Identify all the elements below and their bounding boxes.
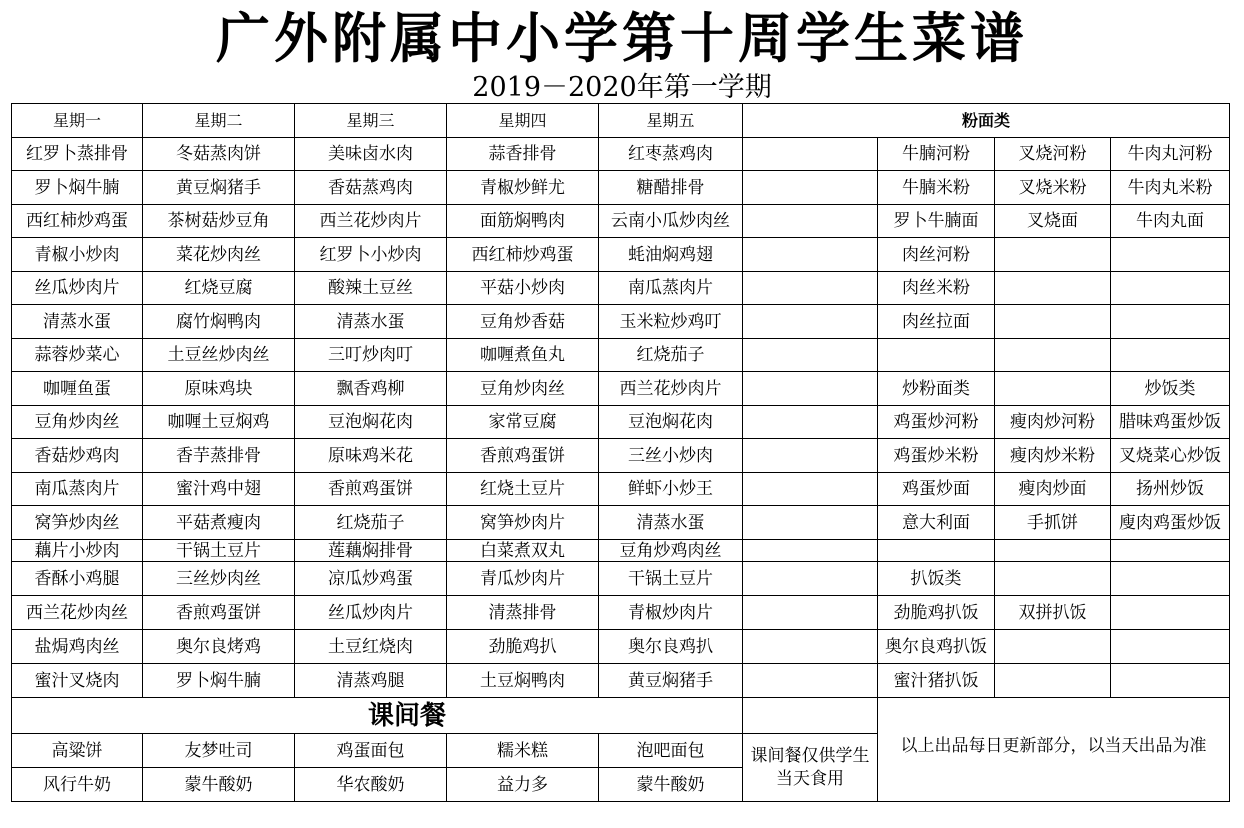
dish-cell: 三叮炒肉叮 xyxy=(295,339,447,372)
noodle-item-cell xyxy=(995,372,1111,406)
noodle-item-cell xyxy=(878,339,995,372)
dish-cell: 红枣蒸鸡肉 xyxy=(599,138,743,171)
noodle-item-cell xyxy=(1111,272,1230,305)
noodle-item-cell: 炒粉面类 xyxy=(878,372,995,406)
dish-cell: 南瓜蒸肉片 xyxy=(599,272,743,305)
noodle-item-cell: 叉烧米粉 xyxy=(995,171,1111,205)
menu-row xyxy=(12,372,1230,406)
noodle-item-cell: 叉烧河粉 xyxy=(995,138,1111,171)
header-row xyxy=(12,104,1230,138)
empty-cell xyxy=(743,506,878,540)
empty-cell xyxy=(743,596,878,630)
dish-cell: 南瓜蒸肉片 xyxy=(12,473,143,506)
noodle-item-cell: 扬州炒饭 xyxy=(1111,473,1230,506)
dish-cell: 香芋蒸排骨 xyxy=(143,439,295,473)
dish-cell: 清蒸水蛋 xyxy=(599,506,743,540)
noodle-item-cell: 腊味鸡蛋炒饭 xyxy=(1111,406,1230,439)
dish-cell: 云南小瓜炒肉丝 xyxy=(599,205,743,238)
noodle-item-cell: 手抓饼 xyxy=(995,506,1111,540)
dish-cell: 清蒸排骨 xyxy=(447,596,599,630)
weekday-header-thu: 星期四 xyxy=(447,104,599,138)
noodle-item-cell: 肉丝拉面 xyxy=(878,305,995,339)
dish-cell: 红烧茄子 xyxy=(295,506,447,540)
noodle-item-cell: 扒饭类 xyxy=(878,562,995,596)
dish-cell: 丝瓜炒肉片 xyxy=(295,596,447,630)
weekly-menu-table xyxy=(11,103,1230,802)
dish-cell: 玉米粒炒鸡叮 xyxy=(599,305,743,339)
noodle-item-cell: 肉丝米粉 xyxy=(878,272,995,305)
snack-item: 高粱饼 xyxy=(12,734,143,768)
noodle-item-cell xyxy=(1111,339,1230,372)
dish-cell: 土豆焖鸭肉 xyxy=(447,664,599,698)
empty-cell xyxy=(743,630,878,664)
dish-cell: 酸辣土豆丝 xyxy=(295,272,447,305)
menu-row xyxy=(12,664,1230,698)
noodle-item-cell: 牛腩河粉 xyxy=(878,138,995,171)
noodle-item-cell: 廋肉鸡蛋炒饭 xyxy=(1111,506,1230,540)
snack-title-row xyxy=(12,698,1230,734)
dish-cell: 蒜蓉炒菜心 xyxy=(12,339,143,372)
noodle-item-cell: 肉丝河粉 xyxy=(878,238,995,272)
noodle-item-cell: 牛肉丸河粉 xyxy=(1111,138,1230,171)
noodle-item-cell: 牛肉丸米粉 xyxy=(1111,171,1230,205)
dish-cell: 鲜虾小炒王 xyxy=(599,473,743,506)
menu-row xyxy=(12,473,1230,506)
dish-cell: 青椒炒鲜尤 xyxy=(447,171,599,205)
dish-cell: 白菜煮双丸 xyxy=(447,540,599,562)
menu-row xyxy=(12,596,1230,630)
dish-cell: 豆角炒肉丝 xyxy=(447,372,599,406)
snack-item: 风行牛奶 xyxy=(12,768,143,802)
dish-cell: 奥尔良鸡扒 xyxy=(599,630,743,664)
dish-cell: 西兰花炒肉丝 xyxy=(12,596,143,630)
noodle-item-cell xyxy=(1111,562,1230,596)
dish-cell: 黄豆焖猪手 xyxy=(143,171,295,205)
dish-cell: 西红柿炒鸡蛋 xyxy=(12,205,143,238)
weekday-header-tue: 星期二 xyxy=(143,104,295,138)
noodle-item-cell xyxy=(1111,664,1230,698)
dish-cell: 红罗卜小炒肉 xyxy=(295,238,447,272)
dish-cell: 盐焗鸡肉丝 xyxy=(12,630,143,664)
menu-row xyxy=(12,305,1230,339)
empty-cell xyxy=(743,562,878,596)
menu-row xyxy=(12,406,1230,439)
noodle-item-cell: 牛肉丸面 xyxy=(1111,205,1230,238)
dish-cell: 美味卤水肉 xyxy=(295,138,447,171)
weekday-header-wed: 星期三 xyxy=(295,104,447,138)
dish-cell: 香菇蒸鸡肉 xyxy=(295,171,447,205)
noodle-item-cell xyxy=(1111,540,1230,562)
noodle-item-cell: 劲脆鸡扒饭 xyxy=(878,596,995,630)
snack-item: 泡吧面包 xyxy=(599,734,743,768)
empty-cell xyxy=(743,272,878,305)
noodle-item-cell: 鸡蛋炒米粉 xyxy=(878,439,995,473)
dish-cell: 香煎鸡蛋饼 xyxy=(143,596,295,630)
dish-cell: 茶树菇炒豆角 xyxy=(143,205,295,238)
noodle-item-cell xyxy=(995,664,1111,698)
empty-cell xyxy=(743,305,878,339)
menu-row xyxy=(12,562,1230,596)
page-title: 广外附属中小学第十周学生菜谱 xyxy=(216,7,1028,70)
dish-cell: 青椒炒肉片 xyxy=(599,596,743,630)
dish-cell: 黄豆焖猪手 xyxy=(599,664,743,698)
dish-cell: 罗卜焖牛腩 xyxy=(143,664,295,698)
dish-cell: 豆泡焖花肉 xyxy=(599,406,743,439)
dish-cell: 三丝炒肉丝 xyxy=(143,562,295,596)
dish-cell: 原味鸡块 xyxy=(143,372,295,406)
weekday-header-fri: 星期五 xyxy=(599,104,743,138)
dish-cell: 腐竹焖鸭肉 xyxy=(143,305,295,339)
dish-cell: 糖醋排骨 xyxy=(599,171,743,205)
dish-cell: 咖喱鱼蛋 xyxy=(12,372,143,406)
snack-item: 益力多 xyxy=(447,768,599,802)
noodle-item-cell: 罗卜牛腩面 xyxy=(878,205,995,238)
snack-section-title: 课间餐 xyxy=(12,698,743,734)
empty-cell xyxy=(743,238,878,272)
dish-cell: 咖喱煮鱼丸 xyxy=(447,339,599,372)
empty-cell xyxy=(743,372,878,406)
dish-cell: 西兰花炒肉片 xyxy=(599,372,743,406)
dish-cell: 面筋焖鸭肉 xyxy=(447,205,599,238)
noodle-item-cell xyxy=(878,540,995,562)
dish-cell: 香煎鸡蛋饼 xyxy=(447,439,599,473)
dish-cell: 蒜香排骨 xyxy=(447,138,599,171)
dish-cell: 蚝油焖鸡翅 xyxy=(599,238,743,272)
menu-row xyxy=(12,205,1230,238)
dish-cell: 清蒸鸡腿 xyxy=(295,664,447,698)
snack-item: 蒙牛酸奶 xyxy=(599,768,743,802)
snack-item: 蒙牛酸奶 xyxy=(143,768,295,802)
dish-cell: 丝瓜炒肉片 xyxy=(12,272,143,305)
noodle-item-cell: 瘦肉炒米粉 xyxy=(995,439,1111,473)
empty-cell xyxy=(743,138,878,171)
dish-cell: 莲藕焖排骨 xyxy=(295,540,447,562)
noodle-item-cell xyxy=(1111,305,1230,339)
dish-cell: 香菇炒鸡肉 xyxy=(12,439,143,473)
semester-subtitle: 2019－2020年第一学期 xyxy=(472,72,772,103)
dish-cell: 窝笋炒肉片 xyxy=(447,506,599,540)
noodle-item-cell: 叉烧面 xyxy=(995,205,1111,238)
snack-note: 课间餐仅供学生当天食用 xyxy=(743,734,878,802)
dish-cell: 蜜汁鸡中翅 xyxy=(143,473,295,506)
dish-cell: 飘香鸡柳 xyxy=(295,372,447,406)
noodle-section-header: 粉面类 xyxy=(743,104,1230,138)
dish-cell: 土豆丝炒肉丝 xyxy=(143,339,295,372)
noodle-item-cell: 瘦肉炒面 xyxy=(995,473,1111,506)
empty-cell xyxy=(743,205,878,238)
noodle-item-cell: 双拼扒饭 xyxy=(995,596,1111,630)
dish-cell: 干锅土豆片 xyxy=(599,562,743,596)
dish-cell: 青瓜炒肉片 xyxy=(447,562,599,596)
dish-cell: 冬菇蒸肉饼 xyxy=(143,138,295,171)
dish-cell: 西兰花炒肉片 xyxy=(295,205,447,238)
dish-cell: 家常豆腐 xyxy=(447,406,599,439)
dish-cell: 蜜汁叉烧肉 xyxy=(12,664,143,698)
dish-cell: 豆角炒肉丝 xyxy=(12,406,143,439)
dish-cell: 平菇小炒肉 xyxy=(447,272,599,305)
dish-cell: 奥尔良烤鸡 xyxy=(143,630,295,664)
dish-cell: 香煎鸡蛋饼 xyxy=(295,473,447,506)
dish-cell: 红烧茄子 xyxy=(599,339,743,372)
dish-cell: 豆泡焖花肉 xyxy=(295,406,447,439)
noodle-item-cell: 炒饭类 xyxy=(1111,372,1230,406)
noodle-item-cell: 鸡蛋炒面 xyxy=(878,473,995,506)
empty-cell xyxy=(743,339,878,372)
menu-row xyxy=(12,272,1230,305)
dish-cell: 三丝小炒肉 xyxy=(599,439,743,473)
dish-cell: 豆角炒香菇 xyxy=(447,305,599,339)
dish-cell: 红烧豆腐 xyxy=(143,272,295,305)
dish-cell: 咖喱土豆焖鸡 xyxy=(143,406,295,439)
noodle-item-cell xyxy=(995,238,1111,272)
dish-cell: 清蒸水蛋 xyxy=(12,305,143,339)
noodle-item-cell: 牛腩米粉 xyxy=(878,171,995,205)
empty-cell xyxy=(743,540,878,562)
menu-row xyxy=(12,506,1230,540)
empty-cell xyxy=(743,698,878,734)
empty-cell xyxy=(743,171,878,205)
general-note: 以上出品每日更新部分，以当天出品为准 xyxy=(878,698,1230,802)
noodle-item-cell xyxy=(995,540,1111,562)
dish-cell: 红烧土豆片 xyxy=(447,473,599,506)
snack-item: 鸡蛋面包 xyxy=(295,734,447,768)
dish-cell: 平菇煮瘦肉 xyxy=(143,506,295,540)
noodle-item-cell: 意大利面 xyxy=(878,506,995,540)
menu-row xyxy=(12,630,1230,664)
dish-cell: 窝笋炒肉丝 xyxy=(12,506,143,540)
noodle-item-cell: 鸡蛋炒河粉 xyxy=(878,406,995,439)
noodle-item-cell xyxy=(1111,630,1230,664)
dish-cell: 清蒸水蛋 xyxy=(295,305,447,339)
noodle-item-cell: 奥尔良鸡扒饭 xyxy=(878,630,995,664)
menu-row xyxy=(12,171,1230,205)
dish-cell: 豆角炒鸡肉丝 xyxy=(599,540,743,562)
dish-cell: 红罗卜蒸排骨 xyxy=(12,138,143,171)
menu-row xyxy=(12,339,1230,372)
snack-item: 糯米糕 xyxy=(447,734,599,768)
dish-cell: 土豆红烧肉 xyxy=(295,630,447,664)
noodle-item-cell xyxy=(1111,238,1230,272)
dish-cell: 干锅土豆片 xyxy=(143,540,295,562)
empty-cell xyxy=(743,439,878,473)
noodle-item-cell xyxy=(1111,596,1230,630)
noodle-item-cell: 瘦肉炒河粉 xyxy=(995,406,1111,439)
dish-cell: 罗卜焖牛腩 xyxy=(12,171,143,205)
noodle-item-cell xyxy=(995,305,1111,339)
dish-cell: 藕片小炒肉 xyxy=(12,540,143,562)
dish-cell: 劲脆鸡扒 xyxy=(447,630,599,664)
dish-cell: 原味鸡米花 xyxy=(295,439,447,473)
empty-cell xyxy=(743,473,878,506)
snack-item: 友梦吐司 xyxy=(143,734,295,768)
menu-row xyxy=(12,138,1230,171)
dish-cell: 青椒小炒肉 xyxy=(12,238,143,272)
noodle-item-cell: 蜜汁猪扒饭 xyxy=(878,664,995,698)
dish-cell: 西红柿炒鸡蛋 xyxy=(447,238,599,272)
empty-cell xyxy=(743,664,878,698)
menu-row xyxy=(12,439,1230,473)
menu-row xyxy=(12,540,1230,562)
snack-item: 华农酸奶 xyxy=(295,768,447,802)
noodle-item-cell xyxy=(995,630,1111,664)
noodle-item-cell xyxy=(995,339,1111,372)
dish-cell: 菜花炒肉丝 xyxy=(143,238,295,272)
noodle-item-cell: 叉烧菜心炒饭 xyxy=(1111,439,1230,473)
noodle-item-cell xyxy=(995,272,1111,305)
dish-cell: 凉瓜炒鸡蛋 xyxy=(295,562,447,596)
menu-row xyxy=(12,238,1230,272)
noodle-item-cell xyxy=(995,562,1111,596)
empty-cell xyxy=(743,406,878,439)
weekday-header-mon: 星期一 xyxy=(12,104,143,138)
dish-cell: 香酥小鸡腿 xyxy=(12,562,143,596)
